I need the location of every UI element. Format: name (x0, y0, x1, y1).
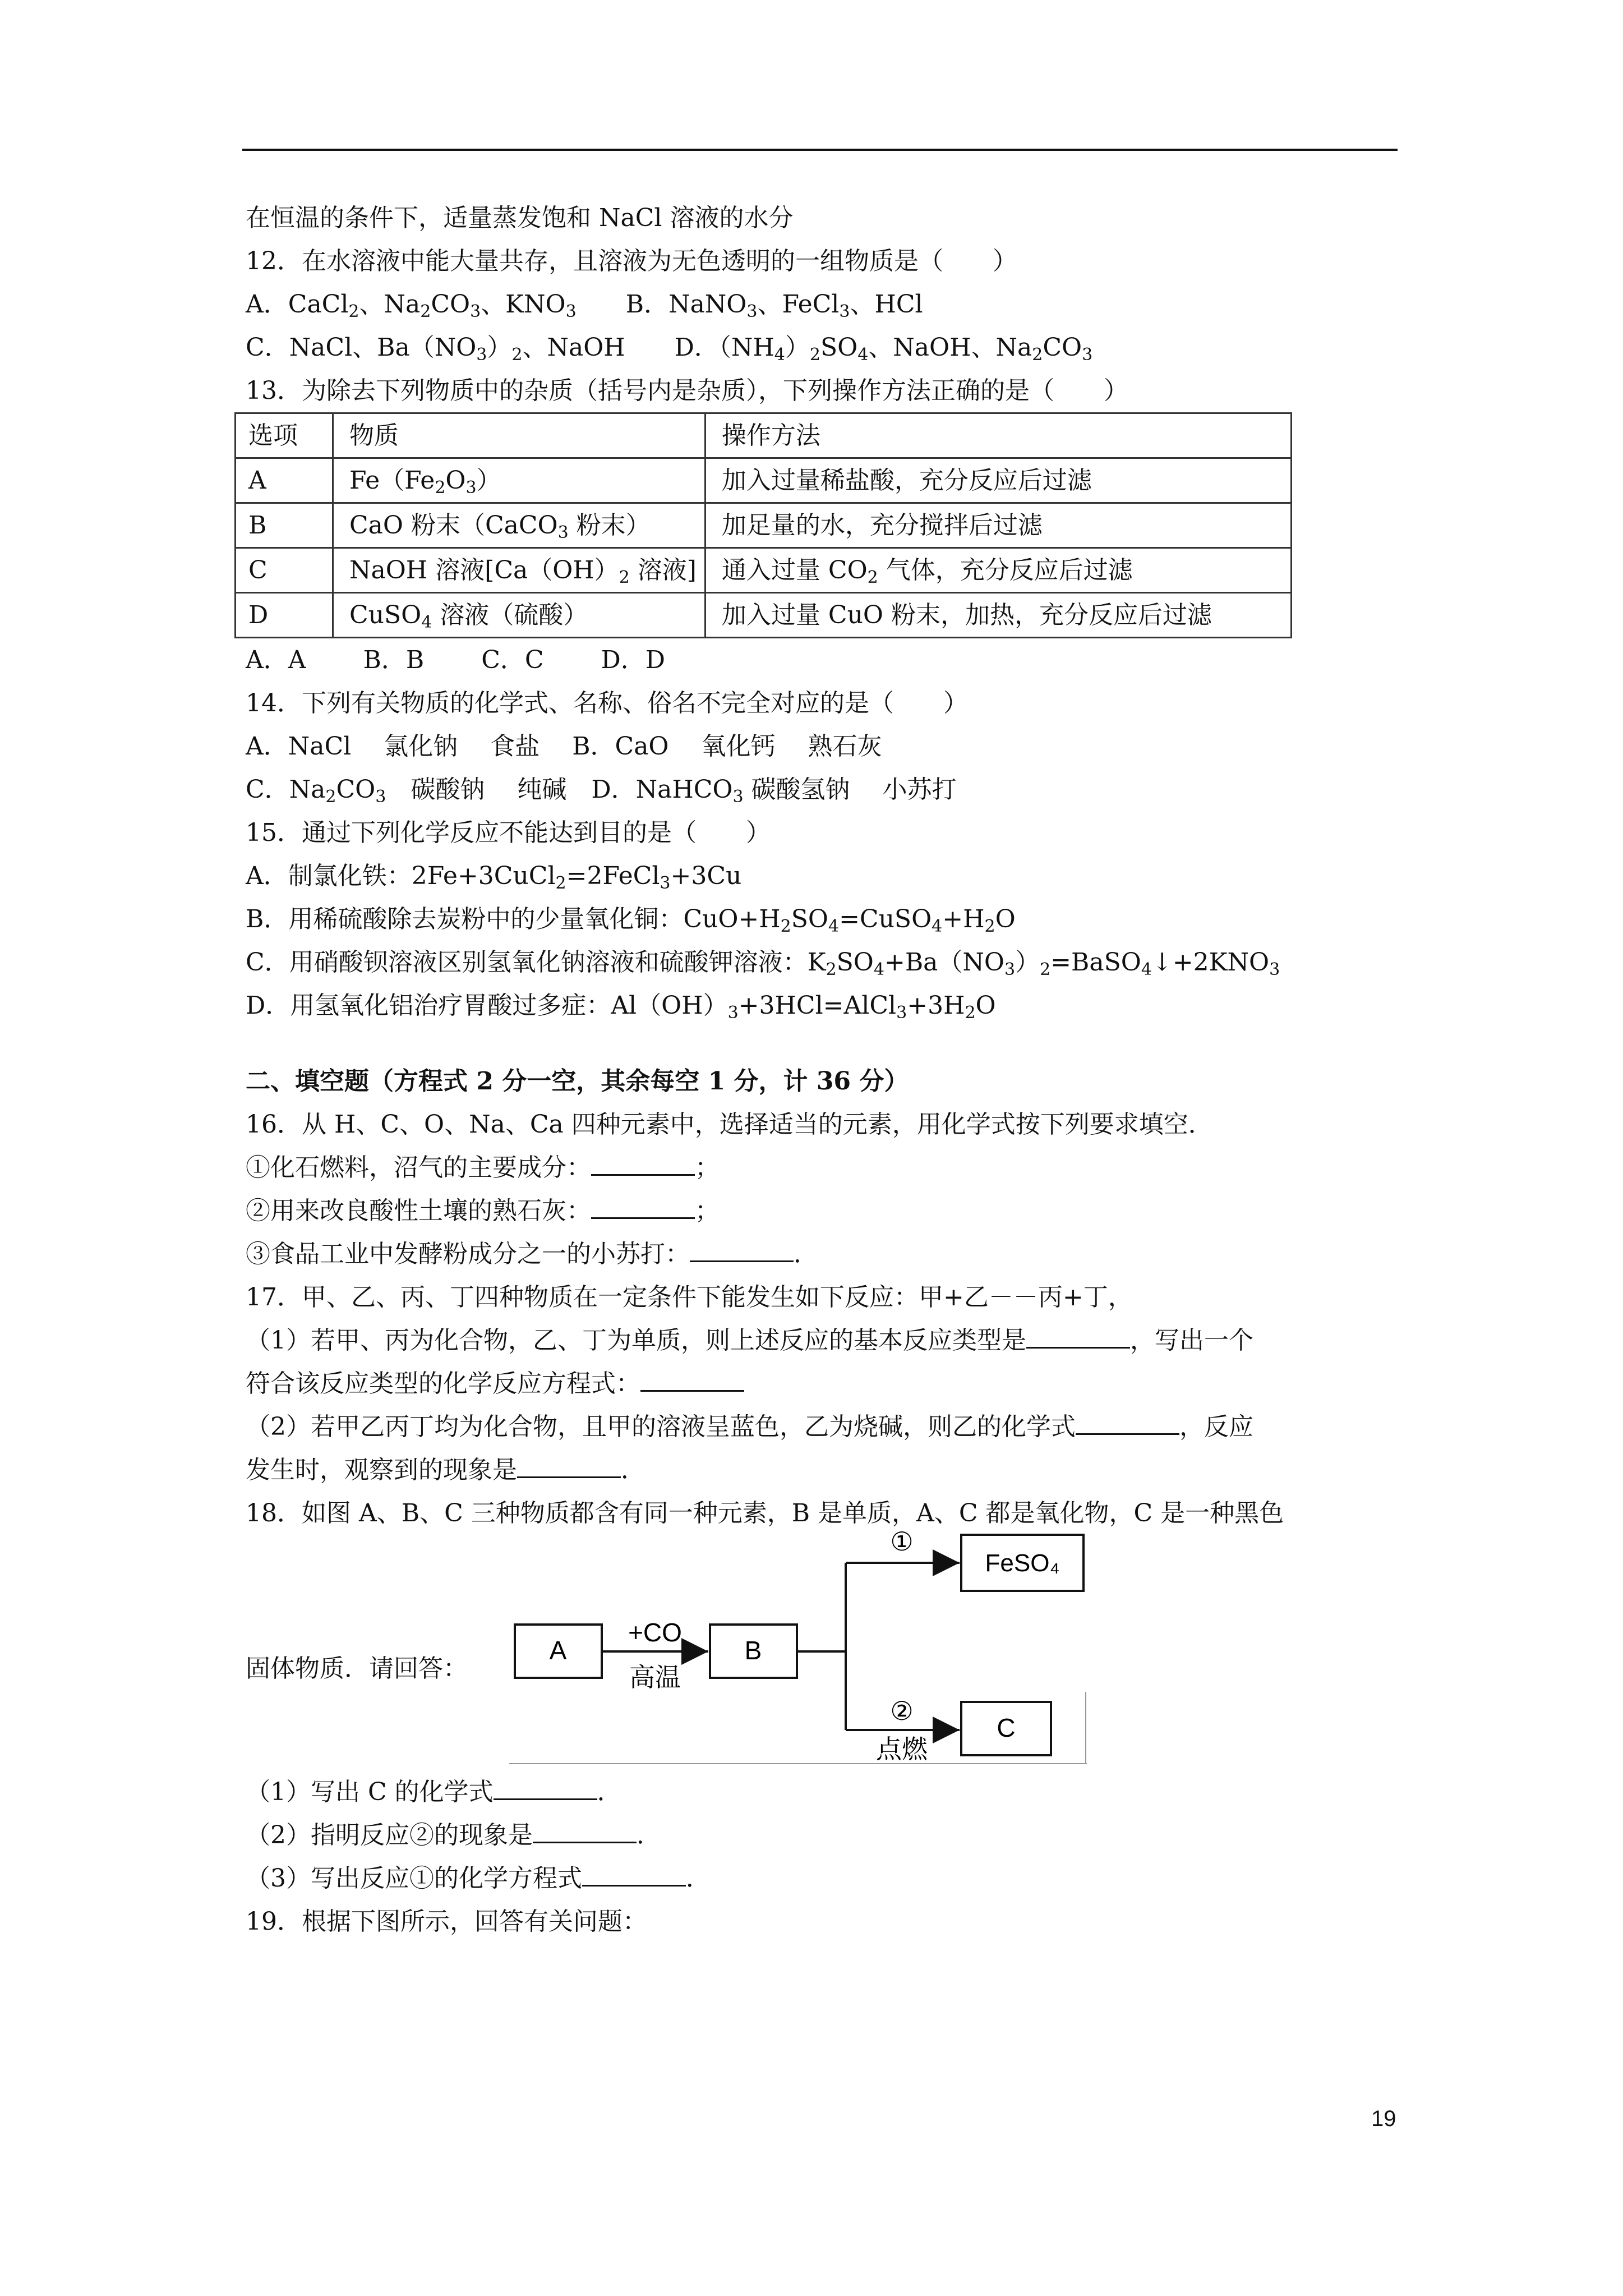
q13-table (234, 412, 1292, 638)
q18-part3: （3）写出反应①的化学方程式 ． (246, 1857, 1401, 1900)
q18-part1: （1）写出 C 的化学式 ． (246, 1770, 1401, 1814)
table-cell-option: B (236, 503, 333, 548)
section-heading: 二、填空题（方程式 2 分一空，其余每空 1 分，计 36 分） (246, 1067, 909, 1096)
box-c-label: C (997, 1713, 1016, 1742)
table-row (236, 548, 1292, 593)
q18-part2: （2）指明反应②的现象是 ． (246, 1814, 1401, 1857)
document-body (246, 196, 1401, 1943)
page-number: 19 (1371, 2106, 1396, 2131)
answer-blank[interactable] (517, 1454, 621, 1478)
q15-option-a: A．制氯化铁：2Fe+3CuCl$_2$=2FeCl$_3$+3Cu (246, 862, 742, 893)
route-1-label: ① (890, 1526, 914, 1557)
table-row (236, 458, 1292, 503)
q18-flow-diagram (509, 1524, 1087, 1765)
answer-blank[interactable] (640, 1368, 744, 1392)
table-cell-method: 加足量的水，充分搅拌后过滤 (705, 503, 1291, 548)
condition-label: 高温 (629, 1662, 681, 1692)
table-header-cell: 物质 (333, 413, 706, 458)
table-cell-substance: NaOH 溶液[$Ca(OH)_2$ 溶液] (333, 548, 706, 593)
answer-blank[interactable] (533, 1819, 637, 1843)
table-header-cell: 操作方法 (705, 413, 1291, 458)
reagent-label: +CO (628, 1618, 682, 1647)
q17-part1-a: （1）若甲、丙为化合物，乙、丁为单质，则上述反应的基本反应类型是 ，写出一个 (246, 1319, 1401, 1362)
q18-diagram-row (246, 1526, 1401, 1770)
answer-blank[interactable] (591, 1195, 695, 1219)
route-2-label: ② (890, 1696, 914, 1726)
table-cell-option: A (236, 458, 333, 503)
q17-part2-b: 发生时，观察到的现象是 ． (246, 1448, 1401, 1492)
q13-stem: 13．为除去下列物质中的杂质（括号内是杂质），下列操作方法正确的是（ ） (246, 376, 1128, 405)
q18-stem-continued: 固体物质．请回答： (246, 1654, 468, 1683)
q16-item-2: ②用来改良酸性土壤的熟石灰： ； (246, 1189, 1401, 1232)
header-rule (242, 149, 1398, 151)
box-feso4-label: FeSO₄ (985, 1549, 1060, 1577)
answer-blank[interactable] (690, 1238, 794, 1262)
q17-part1-b: 符合该反应类型的化学反应方程式： (246, 1362, 1401, 1405)
q19-stem: 19．根据下图所示，回答有关问题： (246, 1907, 647, 1936)
table-cell-option: C (236, 548, 333, 593)
q16-stem: 16．从 H、C、O、Na、Ca 四种元素中，选择适当的元素，用化学式按下列要求填空． (246, 1110, 1213, 1139)
answer-blank[interactable] (591, 1152, 695, 1176)
q17-part2-a: （2）若甲乙丙丁均为化合物，且甲的溶液呈蓝色，乙为烧碱，则乙的化学式 ，反应 (246, 1405, 1401, 1448)
q14-options-ab: A．NaCl 氯化钠 食盐 B．CaO 氧化钙 熟石灰 (246, 732, 882, 761)
q15-option-b: B．用稀硫酸除去炭粉中的少量氧化铜：$CuO+H_2SO_4=CuSO_4+H_2O$ (246, 905, 1016, 936)
q15-stem: 15．通过下列化学反应不能达到目的是（ ） (246, 818, 771, 847)
answer-blank[interactable] (582, 1862, 686, 1887)
table-cell-method: 加入过量稀盐酸，充分反应后过滤 (705, 458, 1291, 503)
table-cell-substance: $Fe(Fe_2O_3)$ (333, 458, 706, 503)
q16-item-3: ③食品工业中发酵粉成分之一的小苏打： ． (246, 1232, 1401, 1276)
q17-stem: 17．甲、乙、丙、丁四种物质在一定条件下能发生如下反应：甲+乙－－丙+丁， (246, 1283, 1133, 1312)
table-header-row (236, 413, 1292, 458)
table-cell-method: 加入过量 CuO 粉末，加热，充分反应后过滤 (705, 593, 1291, 638)
route-2-condition: 点燃 (876, 1734, 928, 1764)
q16-item-1: ①化石燃料，沼气的主要成分： ； (246, 1146, 1401, 1189)
intro-line: 在恒温的条件下，适量蒸发饱和 NaCl 溶液的水分 (246, 204, 794, 232)
box-a-label: A (549, 1636, 567, 1665)
table-header-cell: 选项 (236, 413, 333, 458)
answer-blank[interactable] (494, 1776, 597, 1800)
table-cell-option: D (236, 593, 333, 638)
q15-option-c: C．用硝酸钡溶液区别氢氧化钠溶液和硫酸钾溶液：$K_2SO_4+Ba(NO_3)_2=BaSO_4↓+2KNO_3$ (246, 948, 1280, 979)
q15-option-d: D．用氢氧化铝治疗胃酸过多症：$Al(OH)_3+3HCl=AlCl_3+3H_2O$ (246, 991, 996, 1023)
table-cell-substance: CuSO$_4$ 溶液（硫酸） (333, 593, 706, 638)
q12-options-ab: A．CaCl$_2$、$Na_2CO_3$、$KNO_3$ B．NaNO$_3$、FeCl$_3$、HCl (246, 290, 923, 321)
q13-answers: A．A B．B C．C D．D (246, 646, 666, 674)
q18-stem: 18．如图 A、B、C 三种物质都含有同一种元素，B 是单质，A、C 都是氧化物，C 是一种黑色 (246, 1499, 1284, 1527)
table-row (236, 593, 1292, 638)
q14-options-cd: C．$Na_2CO_3$ 碳酸钠 纯碱 D．NaHCO$_3$ 碳酸氢钠 小苏打 (246, 775, 957, 807)
q12-stem: 12．在水溶液中能大量共存，且溶液为无色透明的一组物质是（ ） (246, 247, 1017, 275)
table-row (236, 503, 1292, 548)
answer-blank[interactable] (1026, 1324, 1130, 1349)
table-cell-method: 通入过量 $CO_2$ 气体，充分反应后过滤 (705, 548, 1291, 593)
table-cell-substance: CaO 粉末（CaCO$_3$ 粉末） (333, 503, 706, 548)
answer-blank[interactable] (1076, 1411, 1179, 1435)
q14-stem: 14．下列有关物质的化学式、名称、俗名不完全对应的是（ ） (246, 689, 968, 717)
q12-options-cd: C．NaCl、$Ba(NO_3)_2$、NaOH D．$(NH_4)_2SO_4$、NaOH、$Na_2CO_3$ (246, 333, 1093, 365)
box-b-label: B (744, 1636, 762, 1665)
